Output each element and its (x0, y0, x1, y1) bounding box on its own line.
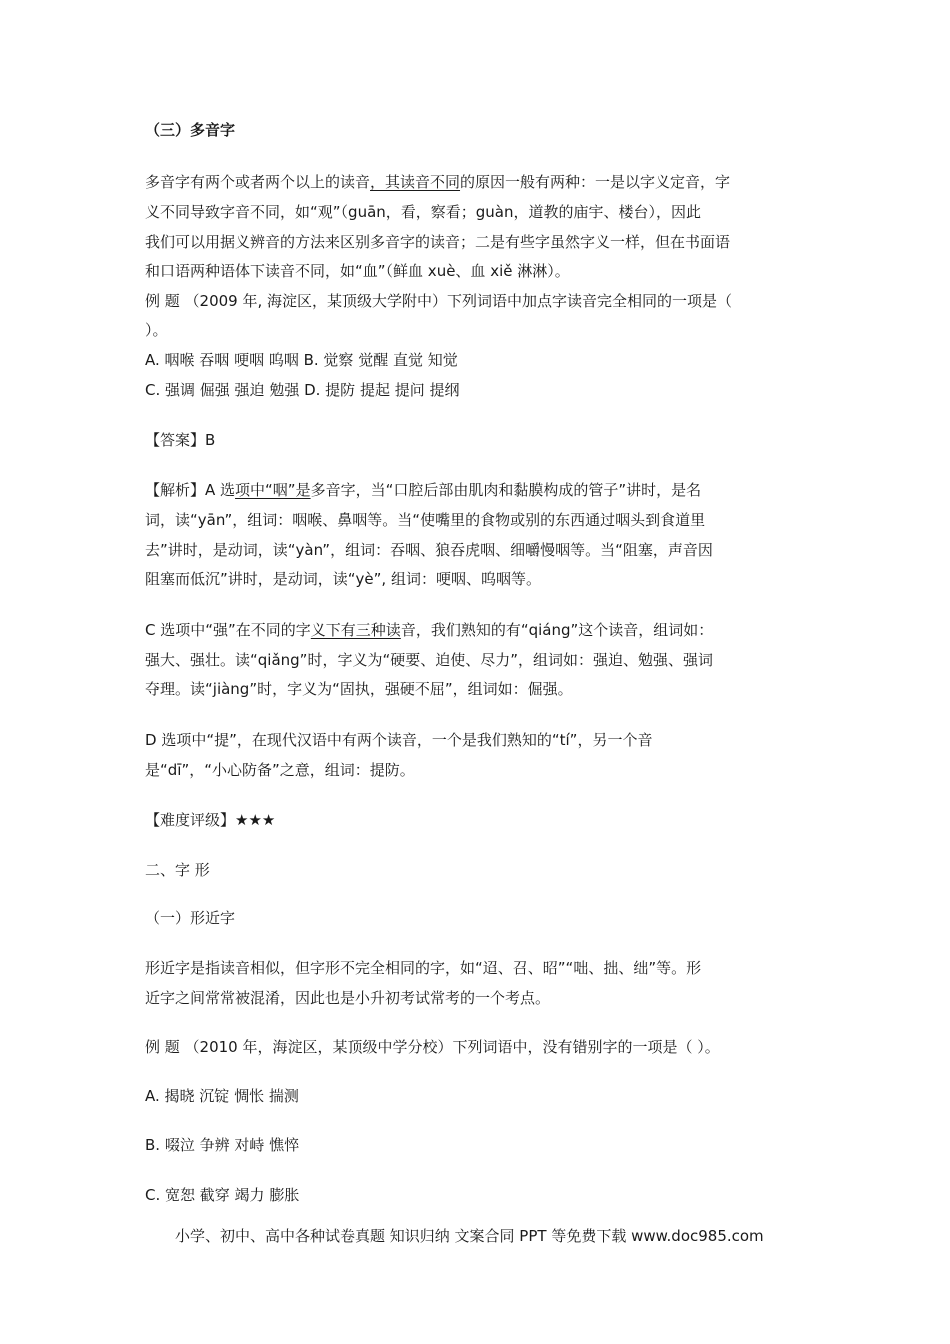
analysis-c-line: 强大、强壮。读“qiǎng”时，字义为“硬要、迫使、尽力”，组词如：强迫、勉强、强词 (145, 651, 713, 669)
analysis-line: 去”讲时，是动词，读“yàn”，组词：吞咽、狼吞虎咽、细嚼慢咽等。当“阻塞，声音因 (145, 541, 713, 559)
paragraph-line: 和口语两种语体下读音不同，如“血”（鲜血 xuè、血 xiě 淋淋）。 (145, 262, 570, 280)
analysis-d-line: 是“dī”，“小心防备”之意，组词：提防。 (145, 761, 415, 779)
option-b: B. 啜泣 争辨 对峙 憔悴 (145, 1136, 300, 1154)
option-ab: A. 咽喉 吞咽 哽咽 呜咽 B. 觉察 觉醒 直觉 知觉 (145, 351, 458, 369)
example-question-cont: ）。 (145, 321, 168, 339)
section-heading-polyphonic: （三）多音字 (145, 121, 236, 139)
analysis-line: 词，读“yān”，组词：咽喉、鼻咽等。当“使嘴里的食物或别的东西通过咽头到食道里 (145, 511, 706, 529)
analysis-c-line: C 选项中“强”在不同的字义下有三种读音，我们熟知的有“qiáng”这个读音，组词如： (145, 621, 714, 639)
option-cd: C. 强调 倔强 强迫 勉强 D. 提防 提起 提问 提纲 (145, 381, 460, 399)
analysis-d-line: D 选项中“提”，在现代汉语中有两个读音，一个是我们熟知的“tí”，另一个音 (145, 731, 653, 749)
underlined-text: 项中“咽”是 (235, 481, 311, 499)
example-question: 例 题 （2010 年，海淀区，某顶级中学分校）下列词语中，没有错别字的一项是（ ）。 (145, 1038, 720, 1056)
analysis-c-line: 夺理。读“jiàng”时，字义为“固执，强硬不屈”，组词如：倔强。 (145, 680, 573, 698)
paragraph-line: 我们可以用据义辨音的方法来区别多音字的读音；二是有些字虽然字义一样，但在书面语 (145, 233, 731, 251)
option-c: C. 宽恕 截穿 竭力 膨胀 (145, 1186, 300, 1204)
subsection-heading: （一）形近字 (145, 909, 236, 927)
paragraph-line: 近字之间常常被混淆，因此也是小升初考试常考的一个考点。 (145, 989, 551, 1007)
underlined-text: 义下有三种读 (310, 621, 401, 639)
analysis-line: 【解析】A 选项中“咽”是多音字，当“口腔后部由肌肉和黏膜构成的管子”讲时，是名 (145, 481, 702, 499)
section-heading-glyph-form: 二、字 形 (145, 861, 210, 879)
analysis-line: 阻塞而低沉”讲时，是动词，读“yè”, 组词：哽咽、呜咽等。 (145, 570, 541, 588)
paragraph-line: 多音字有两个或者两个以上的读音，其读音不同的原因一般有两种：一是以字义定音，字 (145, 173, 731, 191)
paragraph-line: 义不同导致字音不同，如“观”（guān，看，察看；guàn，道教的庙宇、楼台），因此 (145, 203, 701, 221)
difficulty-rating: 【难度评级】★★★ (145, 811, 276, 829)
answer-line: 【答案】B (145, 431, 216, 449)
underlined-text: ，其读音不同 (370, 173, 461, 191)
page-footer: 小学、初中、高中各种试卷真题 知识归纳 文案合同 PPT 等免费下载 www.doc985.com (175, 1227, 764, 1245)
option-a: A. 揭晓 沉锭 惆怅 揣测 (145, 1087, 299, 1105)
paragraph-line: 形近字是指读音相似，但字形不完全相同的字，如“迢、召、昭”“咄、拙、绌”等。形 (145, 959, 702, 977)
example-question: 例 题 （2009 年, 海淀区，某顶级大学附中）下列词语中加点字读音完全相同的一项是（ (145, 292, 733, 310)
